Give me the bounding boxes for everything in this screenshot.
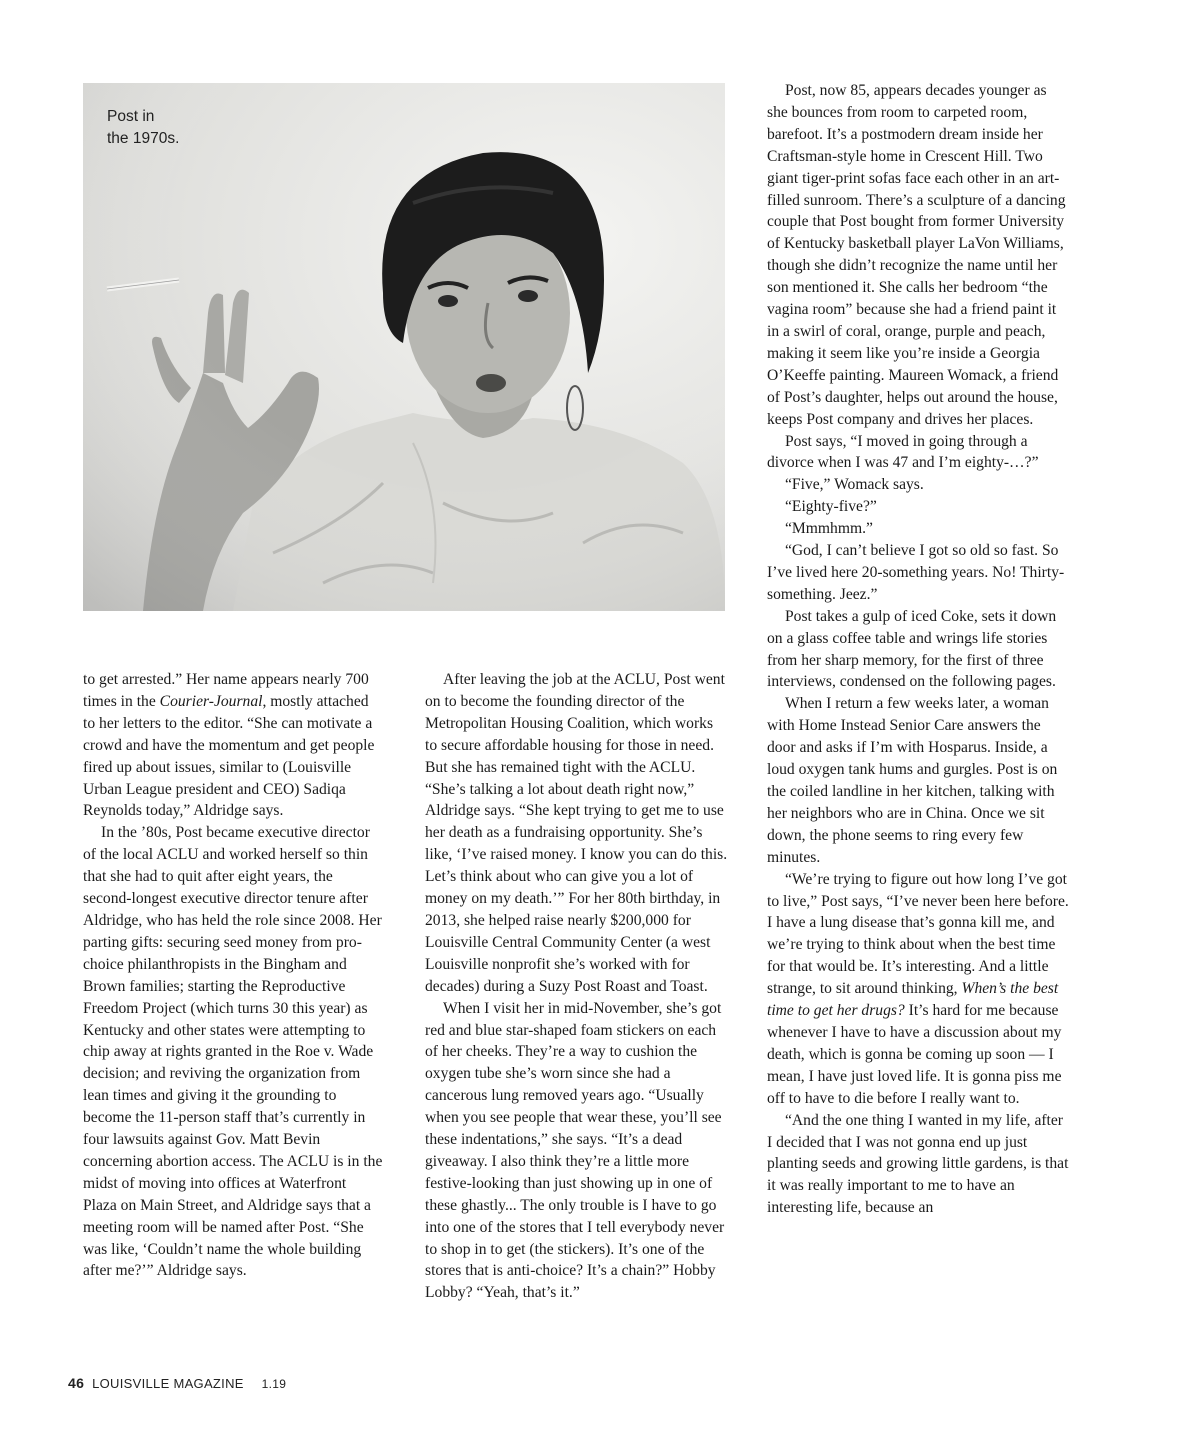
paragraph: “And the one thing I wanted in my life, after I decided that I was not gonna end up just planting seeds and growing little gardens, is that it was really important to me to have an interesting life, because an (767, 1111, 1069, 1217)
paragraph: When I return a few weeks later, a woman with Home Instead Senior Care answers the door and asks if I’m with Hosparus. Inside, a loud oxygen tank hums and gurgles. Post is on the coiled landline in her kitchen, talking with her neighbors who are in China. Once we sit down, the phone seems to ring every few minutes. (767, 695, 1058, 866)
article-column-1 (83, 669, 383, 1282)
paragraph: “Five,” Womack says. (785, 476, 924, 494)
paragraph: Post says, “I moved in going through a divorce when I was 47 and I’m eighty-…?” (767, 432, 1039, 472)
paragraph: “Eighty-five?” (785, 498, 877, 516)
paragraph: to get arrested.” Her name appears nearly 700 times in the Courier-Journal, mostly attached to her letters to the editor. “She can motivate a crowd and have the momentum and get people fired up about issues, similar to (Louisville Urban League president and CEO) Sadiqa Reynolds today,” Aldridge says. (83, 671, 375, 820)
portrait-illustration (83, 83, 725, 611)
issue-date: 1.19 (261, 1377, 287, 1391)
paragraph: In the ’80s, Post became executive director of the local ACLU and worked herself so thin that she had to quit after eight years, the second-longest executive director tenure after Aldridge, who has held the role since 2008. Her parting gifts: securing seed money from pro-choice philanthropists in the Bingham and Brown families; starting the Reproductive Freedom Project (which turns 30 this year) as Kentucky and other states were attempting to chip away at rights granted in the Roe v. Wade decision; and reviving the organization from lean times and giving it the grounding to become the 11-person staff that’s currently in four lawsuits against Gov. Matt Bevin concerning abortion access. The ACLU is in the midst of moving into offices at Waterfront Plaza on Main Street, and Aldridge says that a meeting room will be named after Post. “She was like, ‘Couldn’t name the whole building after me?’” Aldridge says. (83, 824, 383, 1280)
paragraph: “God, I can’t believe I got so old so fast. So I’ve lived here 20-something years. No! Thirty-something. Jeez.” (767, 542, 1065, 603)
photo-caption: Post in the 1970s. (107, 108, 180, 147)
paragraph: “We’re trying to figure out how long I’ve got to live,” Post says, “I’ve never been here before. I have a lung disease that’s gonna kill me, and we’re trying to think about when the best time for that would be. It’s interesting. And a little strange, to sit around thinking, When’s the best time to get her drugs? It’s hard for me because whenever I have to have a discussion about my death, which is gonna be coming up soon — I mean, I have just loved life. It is gonna piss me off to have to die before I really want to. (767, 870, 1069, 1107)
paragraph: After leaving the job at the ACLU, Post went on to become the founding director of the Metropolitan Housing Coalition, which works to secure affordable housing for those in need. But she has remained tight with the ACLU. “She’s talking a lot about death right now,” Aldridge says. “She kept trying to get me to use her death as a fundraising opportunity. She’s like, ‘I’ve raised money. I know you can do this. Let’s think about who can give you a lot of money on my death.’” For her 80th birthday, in 2013, she helped raise nearly $200,000 for Louisville Central Community Center (a west Louisville nonprofit she’s worked with for decades) during a Suzy Post Roast and Toast. (425, 671, 728, 995)
magazine-name: LOUISVILLE MAGAZINE (92, 1376, 244, 1391)
page-number: 46 (68, 1375, 85, 1391)
paragraph: Post takes a gulp of iced Coke, sets it down on a glass coffee table and wrings life stories from her sharp memory, for the first of three interviews, condensed on the following pages. (767, 607, 1057, 691)
article-column-2 (425, 669, 728, 1304)
paragraph: When I visit her in mid-November, she’s got red and blue star-shaped foam stickers on each of her cheeks. They’re a way to cushion the oxygen tube she’s worn since she had a cancerous lung removed years ago. “Usually when you see people that wear these, you’ll see these indentations,” she says. “It’s a dead giveaway. I also think they’re a little more festive-looking than just showing up in one of these ghastly... The only trouble is I have to go into one of the stores that I tell everybody never to shop in to get (the stickers). It’s one of the stores that is anti-choice? It’s a chain?” Hobby Lobby? “Yeah, that’s it.” (425, 999, 725, 1302)
italic-quote: When’s the best time to get her drugs? (767, 980, 1059, 1020)
paragraph: “Mmmhmm.” (785, 520, 873, 538)
article-column-3 (767, 80, 1070, 1219)
paragraph: Post, now 85, appears decades younger as she bounces from room to carpeted room, barefoot. It’s a postmodern dream inside her Craftsman-style home in Crescent Hill. Two giant tiger-print sofas face each other in an art-filled sunroom. There’s a sculpture of a dancing couple that Post bought from former University of Kentucky basketball player LaVon Williams, though she didn’t recognize the name until her son mentioned it. She calls her bedroom “the vagina room” because she had a friend paint it in a swirl of coral, orange, purple and peach, making it seem like you’re inside a Georgia O’Keeffe painting. Maureen Womack, a friend of Post’s daughter, helps out around the house, keeps Post company and drives her places. (767, 82, 1066, 428)
page-footer (68, 1375, 286, 1391)
archival-photo (83, 83, 725, 611)
publication-name: Courier-Journal (159, 692, 263, 710)
